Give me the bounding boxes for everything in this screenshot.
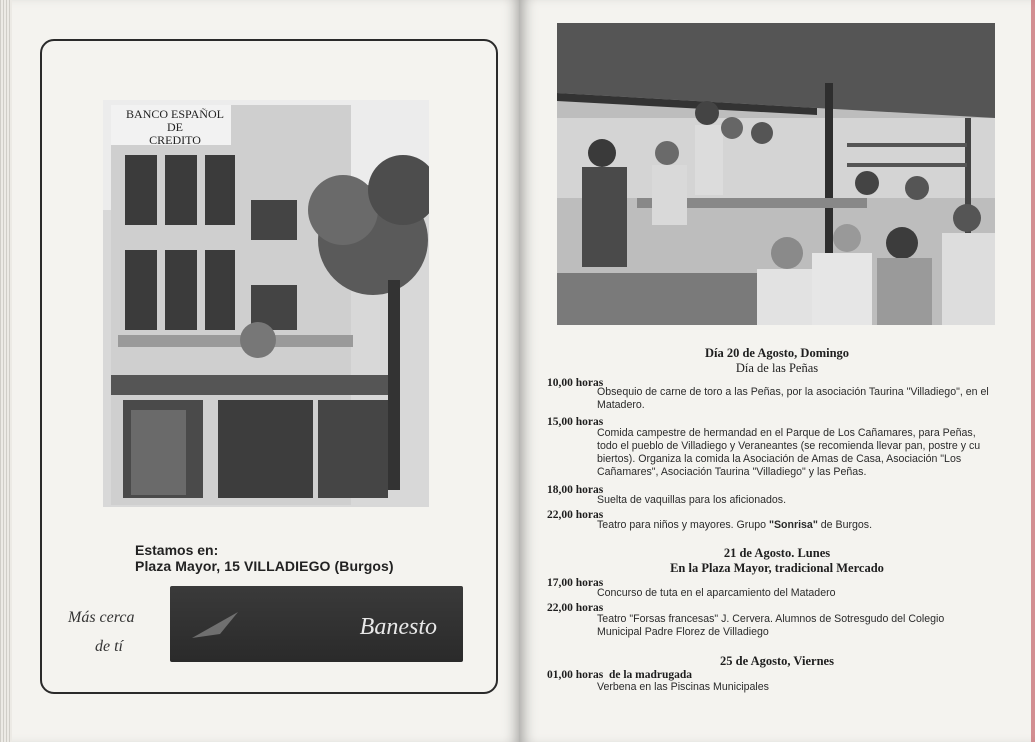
event-description: [597, 386, 1007, 412]
event-line: Matadero.: [597, 399, 645, 411]
event-line: todo el pueblo de Villadiego y Veraneantes (se recomienda llevar pan, postre y cu: [597, 440, 981, 452]
event-line: Verbena en las Piscinas Municipales: [597, 681, 769, 693]
event-description: [597, 519, 1007, 532]
event-line: Suelta de vaquillas para los aficionados.: [597, 494, 787, 506]
event-line: Obsequio de carne de toro a las Peñas, por la asociación Taurina "Villadiego", en el: [597, 386, 989, 398]
event-line: Teatro "Forsas francesas" J. Cervera. Alumnos de Sotresgudo del Colegio: [597, 613, 945, 625]
banesto-logo-icon: [190, 608, 240, 642]
event-hour: 22,00 horas: [547, 602, 604, 614]
photo-sign-line2: DE: [167, 120, 183, 134]
bank-building-photo: [103, 100, 429, 507]
event-hour: 18,00 horas: [547, 484, 604, 496]
event-line: Municipal Padre Florez de Villadiego: [597, 626, 769, 638]
event-line: Cañamares", Asociación Taurina "Villadiego" y las Peñas.: [597, 466, 867, 478]
event-description: [597, 587, 1007, 600]
event-hour: [547, 669, 692, 681]
day3-title: 25 de Agosto, Viernes: [720, 654, 834, 668]
page-edge: [0, 0, 12, 742]
event-line-prefix: Teatro para niños y mayores. Grupo: [597, 519, 769, 531]
day2-subtitle: En la Plaza Mayor, tradicional Mercado: [670, 561, 884, 575]
event-hour: 15,00 horas: [547, 416, 604, 428]
event-hour: 17,00 horas: [547, 577, 604, 589]
slogan-line2: de tí: [95, 638, 123, 655]
right-page: [519, 0, 1035, 742]
festival-event-photo: [557, 23, 995, 325]
event-hour: 22,00 horas: [547, 509, 604, 521]
event-hour-suffix: de la madrugada: [608, 669, 693, 681]
event-line-suffix: de Burgos.: [817, 519, 873, 531]
address-text: Plaza Mayor, 15 VILLADIEGO (Burgos): [135, 558, 394, 574]
event-line: biertos). Organiza la comida la Asociación de Amas de Casa, Asociación "Los: [597, 453, 962, 465]
event-description: [597, 613, 1007, 639]
slogan-line1: Más cerca: [68, 609, 135, 626]
photo-sign-line1: BANCO ESPAÑOL: [126, 107, 224, 121]
event-line-bold: "Sonrisa": [768, 519, 818, 531]
event-hour: 10,00 horas: [547, 377, 604, 389]
photo-sign-line3: CREDITO: [149, 133, 201, 147]
event-description: [597, 427, 1007, 479]
event-line: Comida campestre de hermandad en el Parque de Los Cañamares, para Peñas,: [597, 427, 976, 439]
event-description: [597, 681, 1007, 694]
day1-subtitle: Día de las Peñas: [735, 361, 819, 375]
address-label: Estamos en:: [135, 542, 219, 558]
banesto-brand: Banesto: [359, 614, 437, 640]
event-hour-text: 01,00 horas: [547, 669, 604, 681]
event-line: Concurso de tuta en el aparcamiento del Matadero: [597, 587, 836, 599]
day1-title: Día 20 de Agosto, Domingo: [704, 346, 850, 360]
day2-title: 21 de Agosto. Lunes: [723, 546, 831, 560]
event-description: [597, 494, 1007, 507]
